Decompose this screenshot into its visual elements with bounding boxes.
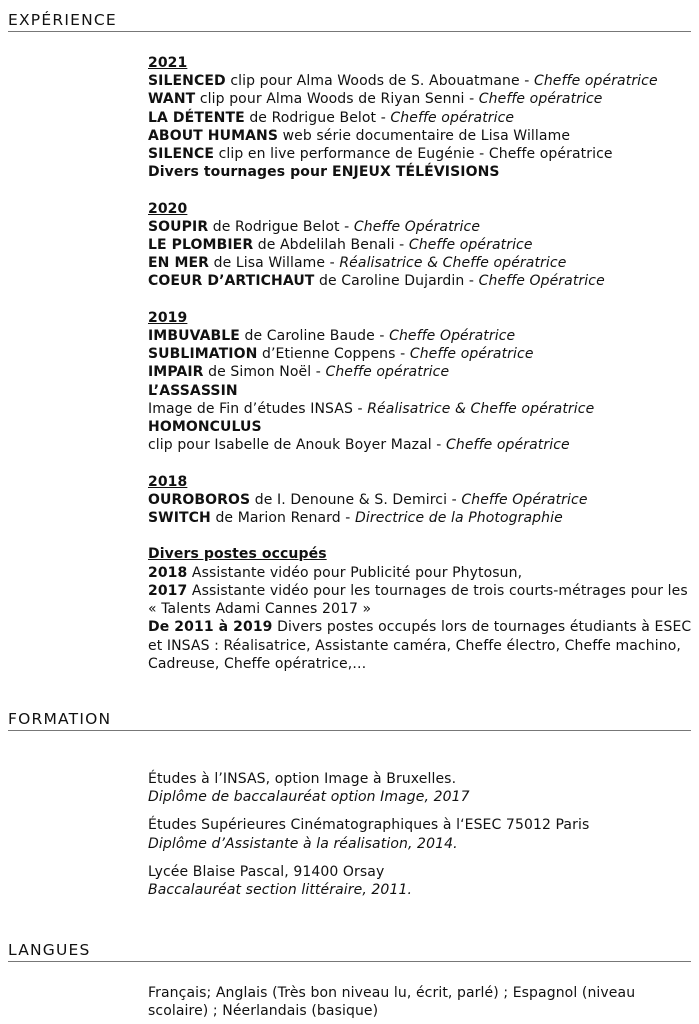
experience-block xyxy=(148,54,693,673)
entry-desc: de Abdelilah Benali - xyxy=(253,237,409,254)
entry-title: WANT xyxy=(148,91,196,108)
entry-title: SOUPIR xyxy=(148,218,209,235)
other-position-text: Assistante vidéo pour Publicité pour Phytosun, xyxy=(187,564,523,581)
entry-role: Cheffe opératrice xyxy=(533,73,658,90)
entry-title: SILENCED xyxy=(148,73,226,90)
entry-desc: clip pour Isabelle de Anouk Boyer Mazal - xyxy=(148,437,446,454)
entry-role: Directrice de la Photographie xyxy=(355,510,563,527)
entry-desc: de Caroline Dujardin - xyxy=(314,273,479,290)
entry-title: SILENCE xyxy=(148,146,215,163)
entry-desc: de Rodrigue Belot - xyxy=(208,218,354,235)
formation-line: Études à l’INSAS, option Image à Bruxelles. xyxy=(148,771,457,787)
other-position-text: Assistante vidéo pour les tournages de trois courts-métrages pour les « Talents Adami Cannes 2017 » xyxy=(148,582,688,618)
entry-role: Cheffe opératrice xyxy=(325,364,450,381)
section-heading-langues: LANGUES xyxy=(8,940,691,962)
diploma-text: Diplôme d’Assistante à la réalisation, 2014. xyxy=(148,835,458,852)
year-heading: 2018 xyxy=(148,473,188,490)
experience-entry xyxy=(148,72,693,90)
other-position-lead: 2017 xyxy=(148,582,188,599)
entry-role: Cheffe opératrice xyxy=(408,237,533,254)
experience-entry xyxy=(148,163,693,181)
experience-entry xyxy=(148,127,693,145)
experience-entry xyxy=(148,436,693,454)
entry-title: HOMONCULUS xyxy=(148,419,262,436)
langues-block xyxy=(148,984,693,1020)
experience-entry xyxy=(148,254,693,272)
entry-role: Cheffe Opératrice xyxy=(478,273,605,290)
entry-title: IMPAIR xyxy=(148,364,204,381)
formation-block xyxy=(148,770,693,899)
entry-role: Réalisatrice & Cheffe opératrice xyxy=(339,255,567,272)
formation-diploma xyxy=(148,788,693,806)
entry-role: Cheffe opératrice xyxy=(390,109,515,126)
experience-entry xyxy=(148,382,693,400)
entry-role: Réalisatrice & Cheffe opératrice xyxy=(367,400,595,417)
other-positions-heading: Divers postes occupés xyxy=(148,546,327,563)
section-heading-experience: EXPÉRIENCE xyxy=(8,10,691,32)
other-position-item xyxy=(148,618,693,673)
entry-role: Cheffe opératrice xyxy=(409,346,534,363)
other-position-item xyxy=(148,564,693,582)
entry-title: IMBUVABLE xyxy=(148,328,240,345)
diploma-text: Baccalauréat section littéraire, 2011. xyxy=(148,882,413,899)
entry-title: Divers tournages pour ENJEUX TÉLÉVISIONS xyxy=(148,164,500,181)
entry-role: Cheffe Opératrice xyxy=(353,218,481,235)
other-position-lead: De 2011 à 2019 xyxy=(148,619,273,636)
entry-desc: de Simon Noël - xyxy=(203,364,326,381)
other-position-item xyxy=(148,582,693,618)
other-position-text: Divers postes occupés lors de tournages étudiants à ESEC et INSAS : Réalisatrice, Assistante caméra, Cheffe électro, Cheffe machino, Cadreuse, Cheffe opératrice,… xyxy=(148,619,692,672)
entry-desc: clip pour Alma Woods de Riyan Senni - xyxy=(195,91,479,108)
experience-entry xyxy=(148,509,693,527)
entry-role: Cheffe opératrice xyxy=(446,437,570,454)
year-heading: 2019 xyxy=(148,309,188,326)
entry-title: ABOUT HUMANS xyxy=(148,127,279,144)
experience-entry xyxy=(148,109,693,127)
experience-entry xyxy=(148,145,693,163)
entry-desc: web série documentaire de Lisa Willame xyxy=(278,127,571,144)
entry-role: Cheffe opératrice xyxy=(478,91,603,108)
experience-entry xyxy=(148,327,693,345)
entry-desc: clip pour Alma Woods de S. Abouatmane - xyxy=(225,73,534,90)
entry-role: Cheffe Opératrice xyxy=(389,328,516,345)
year-heading: 2020 xyxy=(148,200,188,217)
experience-entry xyxy=(148,491,693,509)
entry-title: COEUR D’ARTICHAUT xyxy=(148,273,315,290)
entry-desc: d’Etienne Coppens - xyxy=(257,346,410,363)
entry-title: SWITCH xyxy=(148,510,211,527)
entry-title: OUROBOROS xyxy=(148,491,251,508)
experience-entry xyxy=(148,236,693,254)
entry-role: Cheffe Opératrice xyxy=(461,491,588,508)
entry-title: L’ASSASSIN xyxy=(148,382,238,399)
entry-desc: de Marion Renard - xyxy=(210,510,355,527)
entry-title: SUBLIMATION xyxy=(148,346,258,363)
experience-entry xyxy=(148,363,693,381)
entry-desc: de I. Denoune & S. Demirci - xyxy=(250,491,462,508)
formation-diploma xyxy=(148,881,693,899)
experience-entry xyxy=(148,400,693,418)
experience-entry xyxy=(148,90,693,108)
entry-desc: de Lisa Willame - xyxy=(209,255,340,272)
entry-desc: Image de Fin d’études INSAS - xyxy=(148,400,368,417)
other-position-lead: 2018 xyxy=(148,564,188,581)
experience-entry xyxy=(148,272,693,290)
experience-entry xyxy=(148,418,693,436)
formation-line: Études Supérieures Cinématographiques à l‘ESEC 75012 Paris xyxy=(148,817,590,834)
entry-title: LE PLOMBIER xyxy=(148,237,254,254)
entry-desc: de Rodrigue Belot - xyxy=(244,109,391,126)
experience-entry xyxy=(148,218,693,236)
section-heading-formation: FORMATION xyxy=(8,709,691,731)
entry-desc: de Caroline Baude - xyxy=(239,328,390,345)
experience-entry xyxy=(148,345,693,363)
entry-desc: clip en live performance de Eugénie - Cheffe opératrice xyxy=(214,146,613,163)
formation-line: Lycée Blaise Pascal, 91400 Orsay xyxy=(148,863,385,880)
year-heading: 2021 xyxy=(148,55,188,71)
languages-text: Français; Anglais (Très bon niveau lu, écrit, parlé) ; Espagnol (niveau scolaire) ; Néerlandais (basique) xyxy=(148,985,636,1020)
entry-title: LA DÉTENTE xyxy=(148,109,245,126)
formation-diploma xyxy=(148,835,693,853)
entry-title: EN MER xyxy=(148,255,210,272)
diploma-text: Diplôme de baccalauréat option Image, 2017 xyxy=(148,789,470,806)
